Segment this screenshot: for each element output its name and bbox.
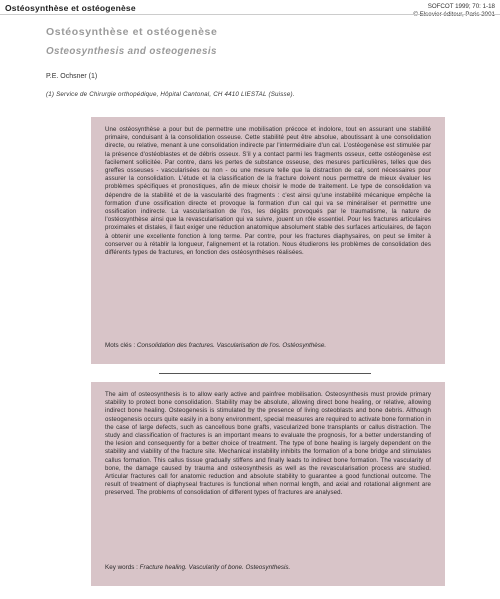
keywords-english bbox=[105, 564, 431, 571]
author: P.E. Ochsner (1) bbox=[46, 73, 98, 80]
citation: SOFCOT 1999; 70: 1-18 bbox=[427, 3, 495, 10]
keywords-terms: Fracture healing. Vascularity of bone. Osteosynthesis. bbox=[139, 564, 291, 571]
title-french: Ostéosynthèse et ostéogenèse bbox=[46, 26, 218, 38]
keywords-french bbox=[105, 342, 431, 349]
keywords-terms: Consolidation des fractures. Vascularisation de l'os. Ostéosynthèse. bbox=[136, 342, 327, 349]
abstract-english-box bbox=[91, 382, 445, 586]
abstract-french-box bbox=[91, 117, 445, 364]
section-separator bbox=[159, 373, 371, 374]
running-header-citation bbox=[413, 3, 495, 19]
title-english: Osteosynthesis and osteogenesis bbox=[46, 46, 217, 57]
affiliation: (1) Service de Chirurgie orthopédique, Hôpital Cantonal, CH 4410 LIESTAL (Suisse). bbox=[46, 91, 295, 98]
publisher: © Elsevier éditeur, Paris 2001 bbox=[413, 11, 495, 18]
header-rule bbox=[0, 14, 500, 15]
abstract-french-text: Une ostéosynthèse a pour but de permettre une mobilisation précoce et indolore, tout en assurant une stabilité primaire, conduisant à la consolidation osseuse. Cette stabilité peut être absolue, aboutissant à une consolidation directe, ou relative, menant à une consolidation indirecte par l'intermédiaire d'un cal. L'ostéogenèse est stimulée par la présence d'ostéoblastes et de débris osseux. S'il y a contact parmi les fragments osseux, cette ostéogenèse est facilement sollicitée. Par contre, dans les pertes de substance osseuse, des mesures particulières, telles que des greffes osseuses - vascularisées ou non - ou une mesure telle que la distraction de cal, sont nécessaires pour assurer la consolidation. L'étude et la classification de la fracture doivent nous permettre de mieux évaluer les problèmes spécifiques et pronostiques, afin de mieux choisir le mode de traitement. Le type de consolidation va dépendre de la stabilité et de la vascularité des fragments : c'est ainsi qu'une instabilité mécanique empêche la formation d'une ossification directe et provoque la formation d'un cal qui va se minéraliser et permettre une ossification indirecte. La vascularisation de l'os, les dégâts provoqués par le traumatisme, la nature de l'ostéosynthèse ainsi que la revascularisation qui va suivre, jouent un rôle essentiel. Pour les fractures articulaires proximales et distales, il faut exiger une réduction anatomique absolument stable des surfaces articulaires, de façon à obtenir une excellente fonction à long terme. Par contre, pour les fractures diaphysaires, on peut se limiter à conserver ou à rétablir la longueur, l'alignement et la rotation. Nous étudierons les problèmes de consolidation des différents types de fractures, en fonction des ostéosynthèses réalisées. bbox=[105, 126, 431, 257]
keywords-label: Mots clés : bbox=[105, 342, 136, 349]
abstract-english-text: The aim of osteosynthesis is to allow early active and painfree mobilisation. Osteosynthesis must provide primary stability to protect bone consolidation. Stability may be absolute, allowing direct bone healing, or relative, allowing indirect bone healing. Osteogenesis is stimulated by the presence of living osteoblasts and bone debris. Although osteogenesis occurs quite easily in a bony environment, special measures are required to activate bone formation in the case of large defects, such as cancellous bone grafts, vascularized bone transplants or callus distraction. The study and classification of fractures is an important means to evaluate the prognosis, for a better understanding of the lesion and consequently for a better choice of treatment. The type of bone healing is largely dependent on the stability and viability of the fracture site. Mechanical instability inhibits the formation of a bone bridge and stimulates callus formation. This callus tissue gradually stiffens and finally leads to indirect bone formation. The vascularity of bone, the damage caused by trauma and osteosynthesis as well as the revascularisation process are studied. Articular fractures call for anatomic reduction and absolute stability to guarantee a good functional outcome. The result of treatment of diaphyseal fractures is functional when normal length, and axial and rotational alignment are preserved. The problems of consolidation of different types of fractures are analysed. bbox=[105, 391, 431, 497]
keywords-label: Key words : bbox=[105, 564, 138, 571]
running-header-title: Ostéosynthèse et ostéogenèse bbox=[5, 3, 136, 13]
